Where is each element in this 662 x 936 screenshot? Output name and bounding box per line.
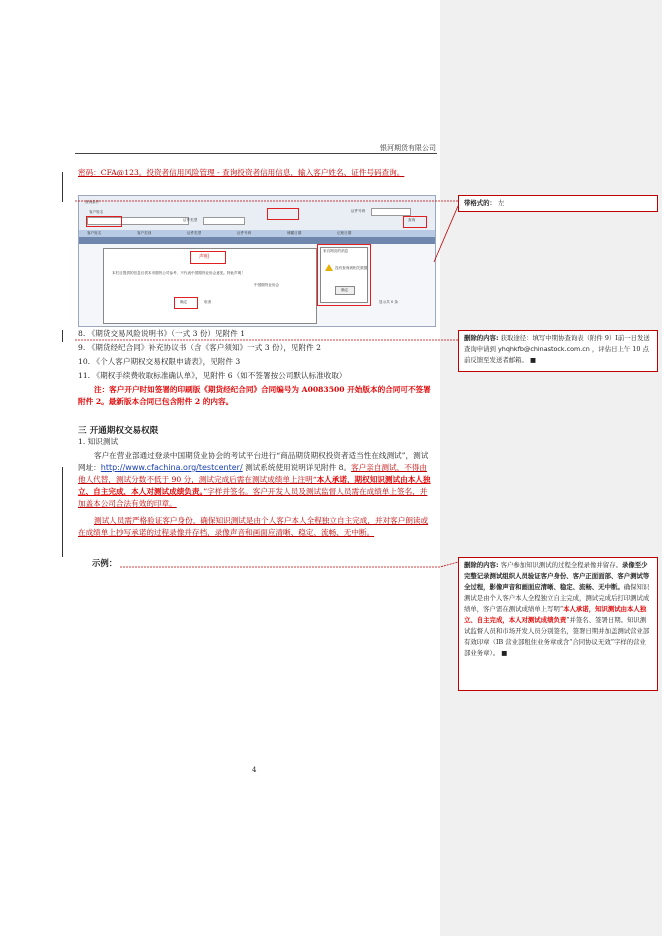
test-signature-text: ”字样并签名。客户开发人员及测试监督人员需在成绩单上签名，并加盖本公司合法有效的印章。 [78,487,428,508]
deleted-content-comment: 删除的内容: 获取途径：填写中期协查询表（附件 9）Ⅰ前一日发送查询申请到 yhqhkfb@chinastock.com.cn ，评估日上午 10 点前反馈至发送者邮箱。 ■ [458,330,658,372]
comment-text: ，评估日上午 10 点前反馈至发送者邮箱。 [464,345,649,364]
list-item: 10. 《个人客户期权交易权限申请表》，见附件 3 [78,357,241,366]
comment-label: 删除的内容: [464,334,499,342]
col-header: 记账日期 [337,231,352,235]
comment-red-text: 本人承诺，知识测试由本人独立、自主完成，本人对测试成绩负责 [464,605,647,624]
statement-cancel-button[interactable]: 取消 [204,300,212,304]
col-header: 储蓄日期 [287,231,302,235]
comment-email: yhqhkfb@chinastock.com.cn [497,345,590,353]
commitment-text: 本人承诺，期权知识测试由本人独立、自主完成，本人对测试成绩负责。 [78,475,431,496]
comment-text: 获取途径：填写中期协查询表（附件 9）Ⅰ前一日发送查询申请到 [464,334,650,353]
header-company: 银河期货有限公司 [380,144,436,152]
verification-paragraph: 测试人员需严格验证客户身份，确保知识测试是由个人客户本人全程独立自主完成，并对客户朗读或在成绩单上抄写承诺的过程录像并存档，录像声音和画面应清晰、稳定、流畅、无中断。 [78,516,429,537]
col-header: 证件类型 [187,231,202,235]
subsection-title: 1. 知识测试 [78,437,119,446]
statement-org: 中国期货业协会 [254,283,280,287]
popup-text: 没有查询到相关数据 [335,266,368,270]
test-intro: 客户在营业部通过登录中国期货业协会的考试平台进行“商品期货期权投资者适当性在线测试”，测试网址： [78,451,429,472]
statement-text: 本栏目提供的信息仅供本市期货公司参考，不代表中国期货业协会意见。特此声明！ [112,271,245,275]
page-number: 4 [252,766,257,774]
query-button[interactable]: 查询 [408,218,416,222]
cert-no-label: 证件号码 [351,209,366,213]
list-item: 8. 《期货交易风险说明书》（一式 3 份）见附件 1 [78,329,246,338]
record-count: 显示共 0 条 [379,300,398,304]
contract-note: 注：客户开户时如签署的印刷版《期货经纪合同》合同编号为 A0083500 开始版本的合同可不签署附件 2。最新版本合同已包含附件 2 的内容。 [78,385,431,406]
col-header: 客户类别 [137,231,152,235]
popup-title: 来自网页的消息 [323,249,349,253]
name-label: 客户姓名 [89,210,104,214]
intro-paragraph: 密码：CFA@123。投资者信用风险管理 - 查询投资者信用信息，输入客户姓名、证件号码查询。 [78,168,405,177]
cert-type-label: 证件类型 [183,218,198,222]
col-header: 客户姓名 [87,231,102,235]
format-comment [458,195,658,212]
example-label: 示例： [92,558,118,568]
statement-title: 声明 [199,254,210,260]
comment-text: 确保知识测试是由个人客户本人全程独立自主完成，测试完成后打印测试成绩单，客户需在测试成绩单上写明“ [464,583,650,613]
comment-bold-text: 录像至少完整记录测试组织人员验证客户身份、客户正面面部、客户测试等全过程，影像声音和画面应清晰、稳定、流畅、无中断。 [464,561,650,591]
test-url-link[interactable]: http://www.cfachina.org/testcenter/ [100,463,243,472]
statement-confirm-button[interactable]: 确定 [180,300,188,304]
test-instruction: 客户亲自测试，不得由他人代替，测试分数不低于 90 分，测试完成后需在测试成绩单上注明“ [78,463,427,484]
section-heading: 三 开通期权交易权限 [78,426,159,436]
comment-text: ”并签名、签署日期。知识测试监督人员和市场开发人员分别签名，签署日期并加盖测试营业部有效印章（IB 营业部租住业务章或含“合同协议无效”字样的营业部业务章）。 [464,616,650,657]
comment-text: 左 [498,199,505,207]
col-header: 证件号码 [237,231,252,235]
comment-label: 删除的内容: [464,561,499,569]
deleted-content-comment: 删除的内容: 客户参加知识测试的过程全程录像并留存。录像至少完整记录测试组织人员验证客户身份、客户正面面部、客户测试等全过程，影像声音和画面应清晰、稳定、流畅、无中断。确保知识测试是由个人客户本人全程独立自主完成，测试完成后打印测试成绩单，客户需在测试成绩单上写明“本人承诺，知识测试由本人独立、自主完成，本人对测试成绩负责”并签名、签署日期。知识测试监督人员和市场开发人员分别签名，签署日期并加盖测试营业部有效印章（IB 营业部租住业务章或含“合同协议无效”字样的营业部业务章）。 ■ [458,557,658,691]
popup-ok-button[interactable]: 确定 [335,286,355,295]
query-condition-label: 查询条件 [85,200,100,204]
test-manual: 测试系统使用说明详见附件 8。 [242,463,352,472]
comment-text: 客户参加知识测试的过程全程录像并留存。 [500,561,622,569]
comment-label: 带格式的： [464,199,496,207]
list-item: 11. 《期权手续费收取标准确认单》，见附件 6（如不签署按公司默认标准收取） [78,371,347,380]
list-item: 9. 《期货经纪合同》补充协议书（含《客户须知》一式 3 份），见附件 2 [78,343,321,352]
